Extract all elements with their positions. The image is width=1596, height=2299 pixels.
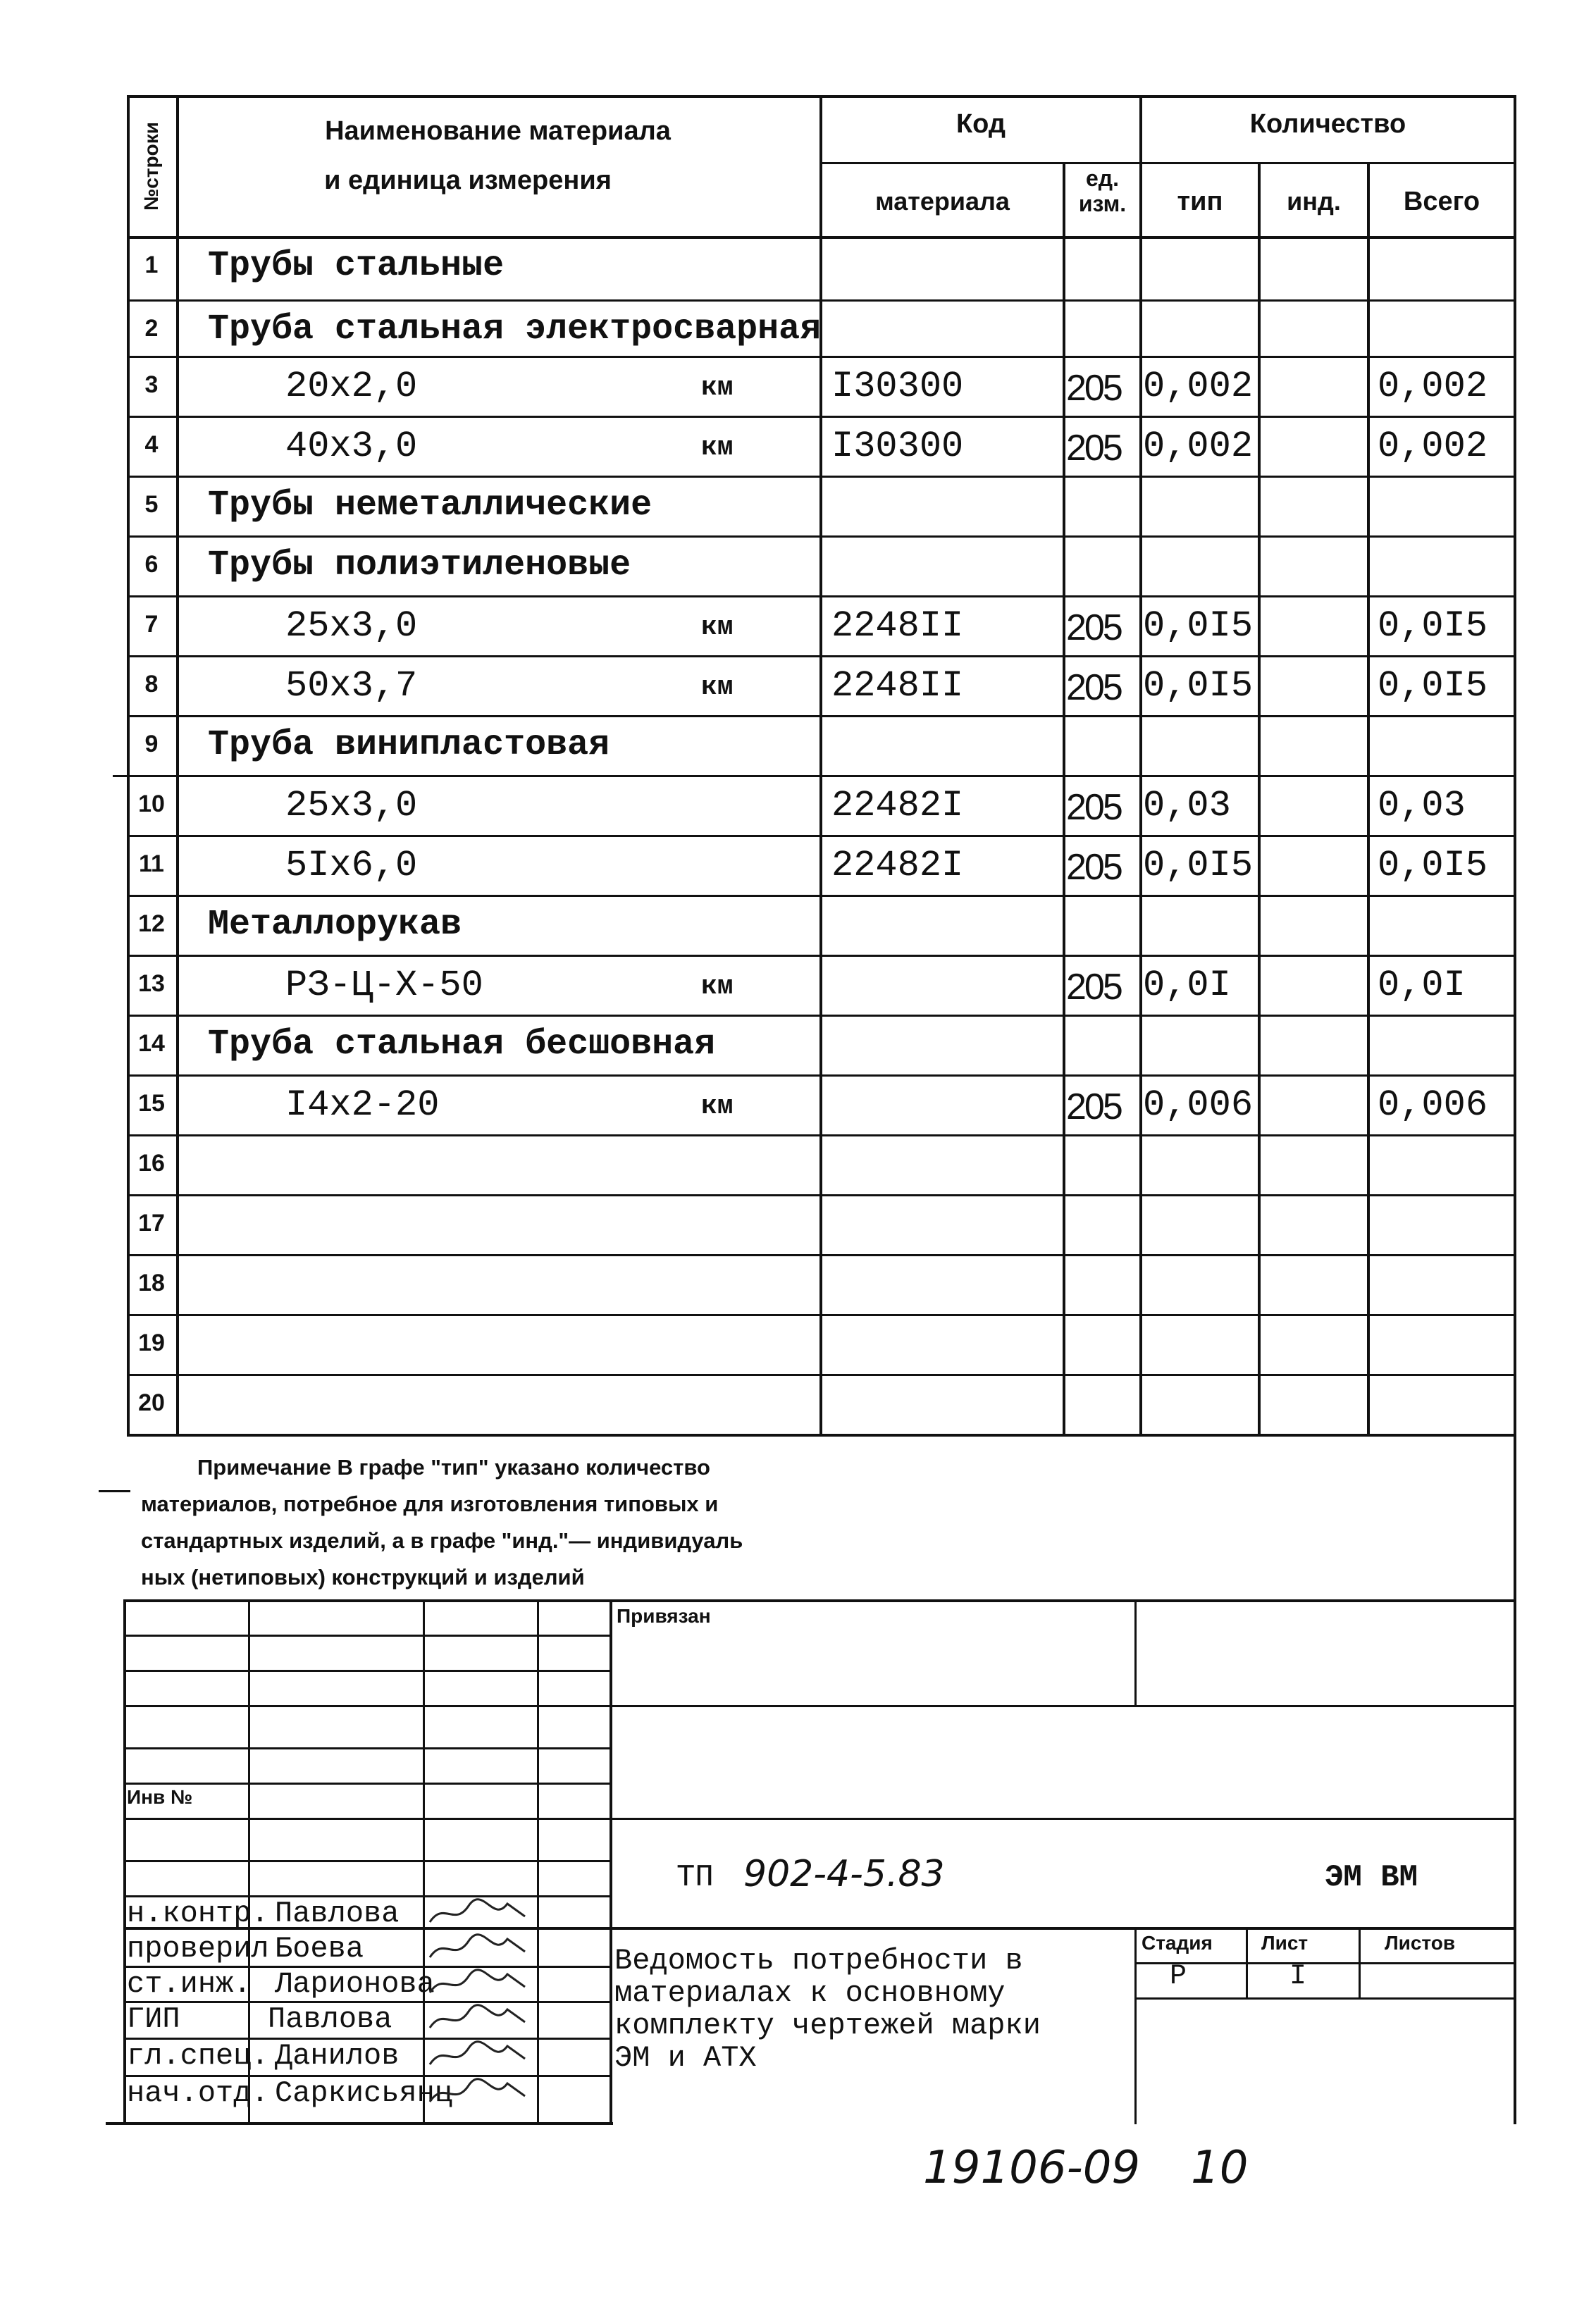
type-column-border xyxy=(1258,162,1261,1435)
unit-of-measure: км xyxy=(701,972,734,1002)
material-group-name: Трубы полиэтиленовые xyxy=(208,545,631,585)
staff-role: проверил xyxy=(127,1932,269,1966)
qty-total: 0,006 xyxy=(1378,1084,1488,1126)
row-separator xyxy=(127,715,1516,717)
sheet-title-line4: ЭМ и АТХ xyxy=(614,2041,757,2075)
page-number: 10 xyxy=(1191,2142,1249,2194)
header-bottom-border xyxy=(127,236,1516,239)
unit-of-measure: км xyxy=(701,1091,734,1122)
note-line1: Примечание В графе "тип" указано количество xyxy=(197,1455,710,1480)
unit-code: 205 xyxy=(1066,1086,1121,1127)
staff-name: Данилов xyxy=(275,2039,400,2073)
row-number: 19 xyxy=(138,1330,165,1356)
unit-code: 205 xyxy=(1066,787,1121,828)
row-separator xyxy=(127,476,1516,478)
material-group-name: Трубы стальные xyxy=(208,246,505,286)
quantity-column-border xyxy=(1139,95,1142,1435)
note-line3: стандартных изделий, а в графе "инд."— индивидуаль xyxy=(141,1528,743,1553)
row-number: 13 xyxy=(138,970,165,997)
unit-of-measure: км xyxy=(701,612,734,643)
row-separator xyxy=(127,895,1516,897)
stage-value: Р xyxy=(1170,1961,1187,1993)
table-bottom-border xyxy=(127,1434,1516,1437)
total-header: Всего xyxy=(1403,187,1480,216)
qty-type: 0,0I5 xyxy=(1143,845,1254,886)
sheet-title-line1: Ведомость потребности в xyxy=(614,1944,1023,1978)
row-number: 10 xyxy=(138,791,165,817)
material-group-name: Металлорукав xyxy=(208,905,462,945)
row-separator xyxy=(127,416,1516,418)
qty-total: 0,0I5 xyxy=(1378,665,1488,707)
material-size: 40х3,0 xyxy=(285,426,418,467)
material-size: 25х3,0 xyxy=(285,605,418,647)
table-top-border xyxy=(127,95,1516,98)
signature-scribble xyxy=(426,2075,532,2110)
material-size: РЗ-Ц-Х-50 xyxy=(285,965,483,1006)
material-code-header: материала xyxy=(875,187,1010,216)
row-number-header-text: №строки xyxy=(140,122,162,211)
title-row-line xyxy=(123,1783,610,1785)
sheet-title-line2: материалах к основному xyxy=(614,1976,1006,2010)
material-code: 22482I xyxy=(831,845,964,886)
unit-code: 205 xyxy=(1066,667,1121,708)
note-line2: материалов, потребное для изготовления типовых и xyxy=(141,1492,719,1516)
row-number: 7 xyxy=(144,611,159,638)
staff-role: ст.инж. xyxy=(127,1967,252,2001)
material-group-name: Труба стальная бесшовная xyxy=(208,1024,716,1065)
row-separator xyxy=(127,1074,1516,1077)
project-prefix: ТП xyxy=(676,1860,714,1895)
ind-column-border xyxy=(1367,162,1370,1435)
table-border-right xyxy=(1514,95,1516,2124)
row-number: 16 xyxy=(138,1150,165,1177)
row-separator xyxy=(127,655,1516,657)
qty-total: 0,002 xyxy=(1378,426,1488,467)
qty-total: 0,0I5 xyxy=(1378,845,1488,886)
signature-scribble xyxy=(426,2038,532,2073)
quantity-header: Количество xyxy=(1249,109,1406,139)
name-header-line2: и единица измерения xyxy=(324,166,612,195)
row-number: 20 xyxy=(138,1389,165,1416)
attached-label: Привязан xyxy=(617,1605,711,1627)
material-group-name: Трубы неметаллические xyxy=(208,485,652,526)
unit-of-measure: км xyxy=(701,672,734,702)
qty-type: 0,006 xyxy=(1143,1084,1254,1126)
header-split-line xyxy=(819,162,1516,164)
row-separator xyxy=(127,1194,1516,1196)
title-row-line xyxy=(123,1747,610,1749)
row-separator xyxy=(127,1134,1516,1136)
qty-total: 0,0I5 xyxy=(1378,605,1488,647)
title-block-top-border xyxy=(123,1599,1516,1602)
row-number-column-border xyxy=(176,95,179,1435)
title-col-line xyxy=(1134,1927,1137,2124)
row-separator xyxy=(127,595,1516,597)
stage-bottom-line xyxy=(1134,1997,1514,2000)
staff-role: гл.спец. xyxy=(127,2039,269,2073)
staff-name: Павлова xyxy=(275,1897,400,1931)
staff-name: Боева xyxy=(275,1932,364,1966)
material-size: I4х2-20 xyxy=(285,1084,440,1126)
stage-header-line xyxy=(1134,1962,1514,1964)
unit-code: 205 xyxy=(1066,847,1121,888)
code-column-border xyxy=(819,95,822,1435)
material-size: 20х2,0 xyxy=(285,366,418,407)
row-number: 8 xyxy=(144,671,159,698)
row-separator xyxy=(127,835,1516,837)
row-number: 6 xyxy=(144,551,159,578)
row-number: 2 xyxy=(144,315,159,342)
code-header: Код xyxy=(955,109,1006,139)
qty-type: 0,03 xyxy=(1143,785,1231,826)
unit-code-header xyxy=(1065,166,1139,216)
title-row-line xyxy=(123,1705,1516,1707)
name-header-line1: Наименование материала xyxy=(325,116,671,146)
type-header: тип xyxy=(1177,187,1223,216)
sheet-label: Лист xyxy=(1261,1932,1309,1954)
row-number: 12 xyxy=(138,910,165,937)
row-separator xyxy=(127,775,1516,777)
unit-of-measure: км xyxy=(701,373,734,403)
qty-type: 0,0I xyxy=(1143,965,1231,1006)
sheet-title xyxy=(614,1945,1041,2074)
title-col-line xyxy=(1134,1599,1137,1705)
row-number: 9 xyxy=(144,731,159,757)
title-row-line xyxy=(123,1818,1516,1820)
unit-code: 205 xyxy=(1066,967,1121,1008)
staff-name: Павлова xyxy=(268,2002,392,2036)
qty-total: 0,03 xyxy=(1378,785,1466,826)
document-number: 19106-09 xyxy=(923,2142,1141,2194)
material-code: I30300 xyxy=(831,426,964,467)
row-separator xyxy=(127,535,1516,538)
qty-type: 0,002 xyxy=(1143,426,1254,467)
row-separator xyxy=(127,1374,1516,1376)
stage-label: Стадия xyxy=(1142,1932,1213,1954)
unit-of-measure: км xyxy=(701,433,734,463)
material-group-name: Труба винипластовая xyxy=(208,725,610,765)
staff-role: нач.отд. xyxy=(127,2076,269,2110)
margin-tick xyxy=(99,1490,130,1492)
row-number: 14 xyxy=(138,1030,165,1057)
unit-code: 205 xyxy=(1066,368,1121,409)
signature-scribble xyxy=(426,1931,532,1966)
margin-tick xyxy=(113,775,130,777)
staff-name: Саркисьянц xyxy=(275,2076,453,2110)
row-separator xyxy=(127,299,1516,302)
row-separator xyxy=(127,1314,1516,1316)
title-col-line xyxy=(610,1599,612,2124)
unit-header-line2: изм. xyxy=(1078,191,1127,216)
material-code: 2248II xyxy=(831,605,964,647)
title-row-line xyxy=(123,1635,610,1637)
material-code: I30300 xyxy=(831,366,964,407)
staff-name: Ларионова xyxy=(275,1967,435,2001)
material-code: 2248II xyxy=(831,665,964,707)
row-number: 4 xyxy=(144,431,159,458)
signature-scribble xyxy=(426,1895,532,1931)
title-block-bottom-line xyxy=(106,2122,613,2125)
material-group-name: Труба стальная электросварная xyxy=(208,309,822,349)
qty-total: 0,0I xyxy=(1378,965,1466,1006)
row-separator xyxy=(127,955,1516,957)
sheet-value: I xyxy=(1289,1961,1307,1993)
inv-no-label: Инв № xyxy=(127,1786,193,1808)
row-separator xyxy=(127,356,1516,358)
material-size: 5Iх6,0 xyxy=(285,845,418,886)
signature-scribble xyxy=(426,2001,532,2036)
row-number: 11 xyxy=(139,850,164,877)
row-number: 3 xyxy=(144,371,159,398)
row-separator xyxy=(127,1015,1516,1017)
unit-code-column-border xyxy=(1063,162,1065,1435)
staff-role: н.контр. xyxy=(127,1897,269,1931)
table-border-left xyxy=(127,95,130,1435)
row-number: 15 xyxy=(138,1090,165,1117)
qty-total: 0,002 xyxy=(1378,366,1488,407)
row-number: 5 xyxy=(144,491,159,518)
unit-header-line1: ед. xyxy=(1086,166,1119,191)
drawing-mark: ЭМ ВМ xyxy=(1325,1860,1418,1895)
qty-type: 0,0I5 xyxy=(1143,605,1254,647)
row-number-header xyxy=(129,99,174,234)
material-size: 50х3,7 xyxy=(285,665,418,707)
title-row-line xyxy=(123,1860,610,1862)
material-size: 25х3,0 xyxy=(285,785,418,826)
signature-scribble xyxy=(426,1966,532,2001)
title-row-line xyxy=(123,1670,610,1672)
row-number: 18 xyxy=(138,1270,165,1296)
staff-role: ГИП xyxy=(127,2002,180,2036)
row-number: 1 xyxy=(144,252,159,278)
sheets-label: Листов xyxy=(1385,1932,1456,1954)
row-number: 17 xyxy=(138,1210,165,1237)
qty-type: 0,002 xyxy=(1143,366,1254,407)
sheet-title-line3: комплекту чертежей марки xyxy=(614,2009,1041,2043)
unit-code: 205 xyxy=(1066,428,1121,469)
ind-header: инд. xyxy=(1287,187,1341,216)
material-code: 22482I xyxy=(831,785,964,826)
row-separator xyxy=(127,1254,1516,1256)
note-line4: ных (нетиповых) конструкций и изделий xyxy=(141,1565,585,1590)
unit-code: 205 xyxy=(1066,607,1121,648)
qty-type: 0,0I5 xyxy=(1143,665,1254,707)
project-number: 902-4-5.83 xyxy=(743,1853,945,1895)
